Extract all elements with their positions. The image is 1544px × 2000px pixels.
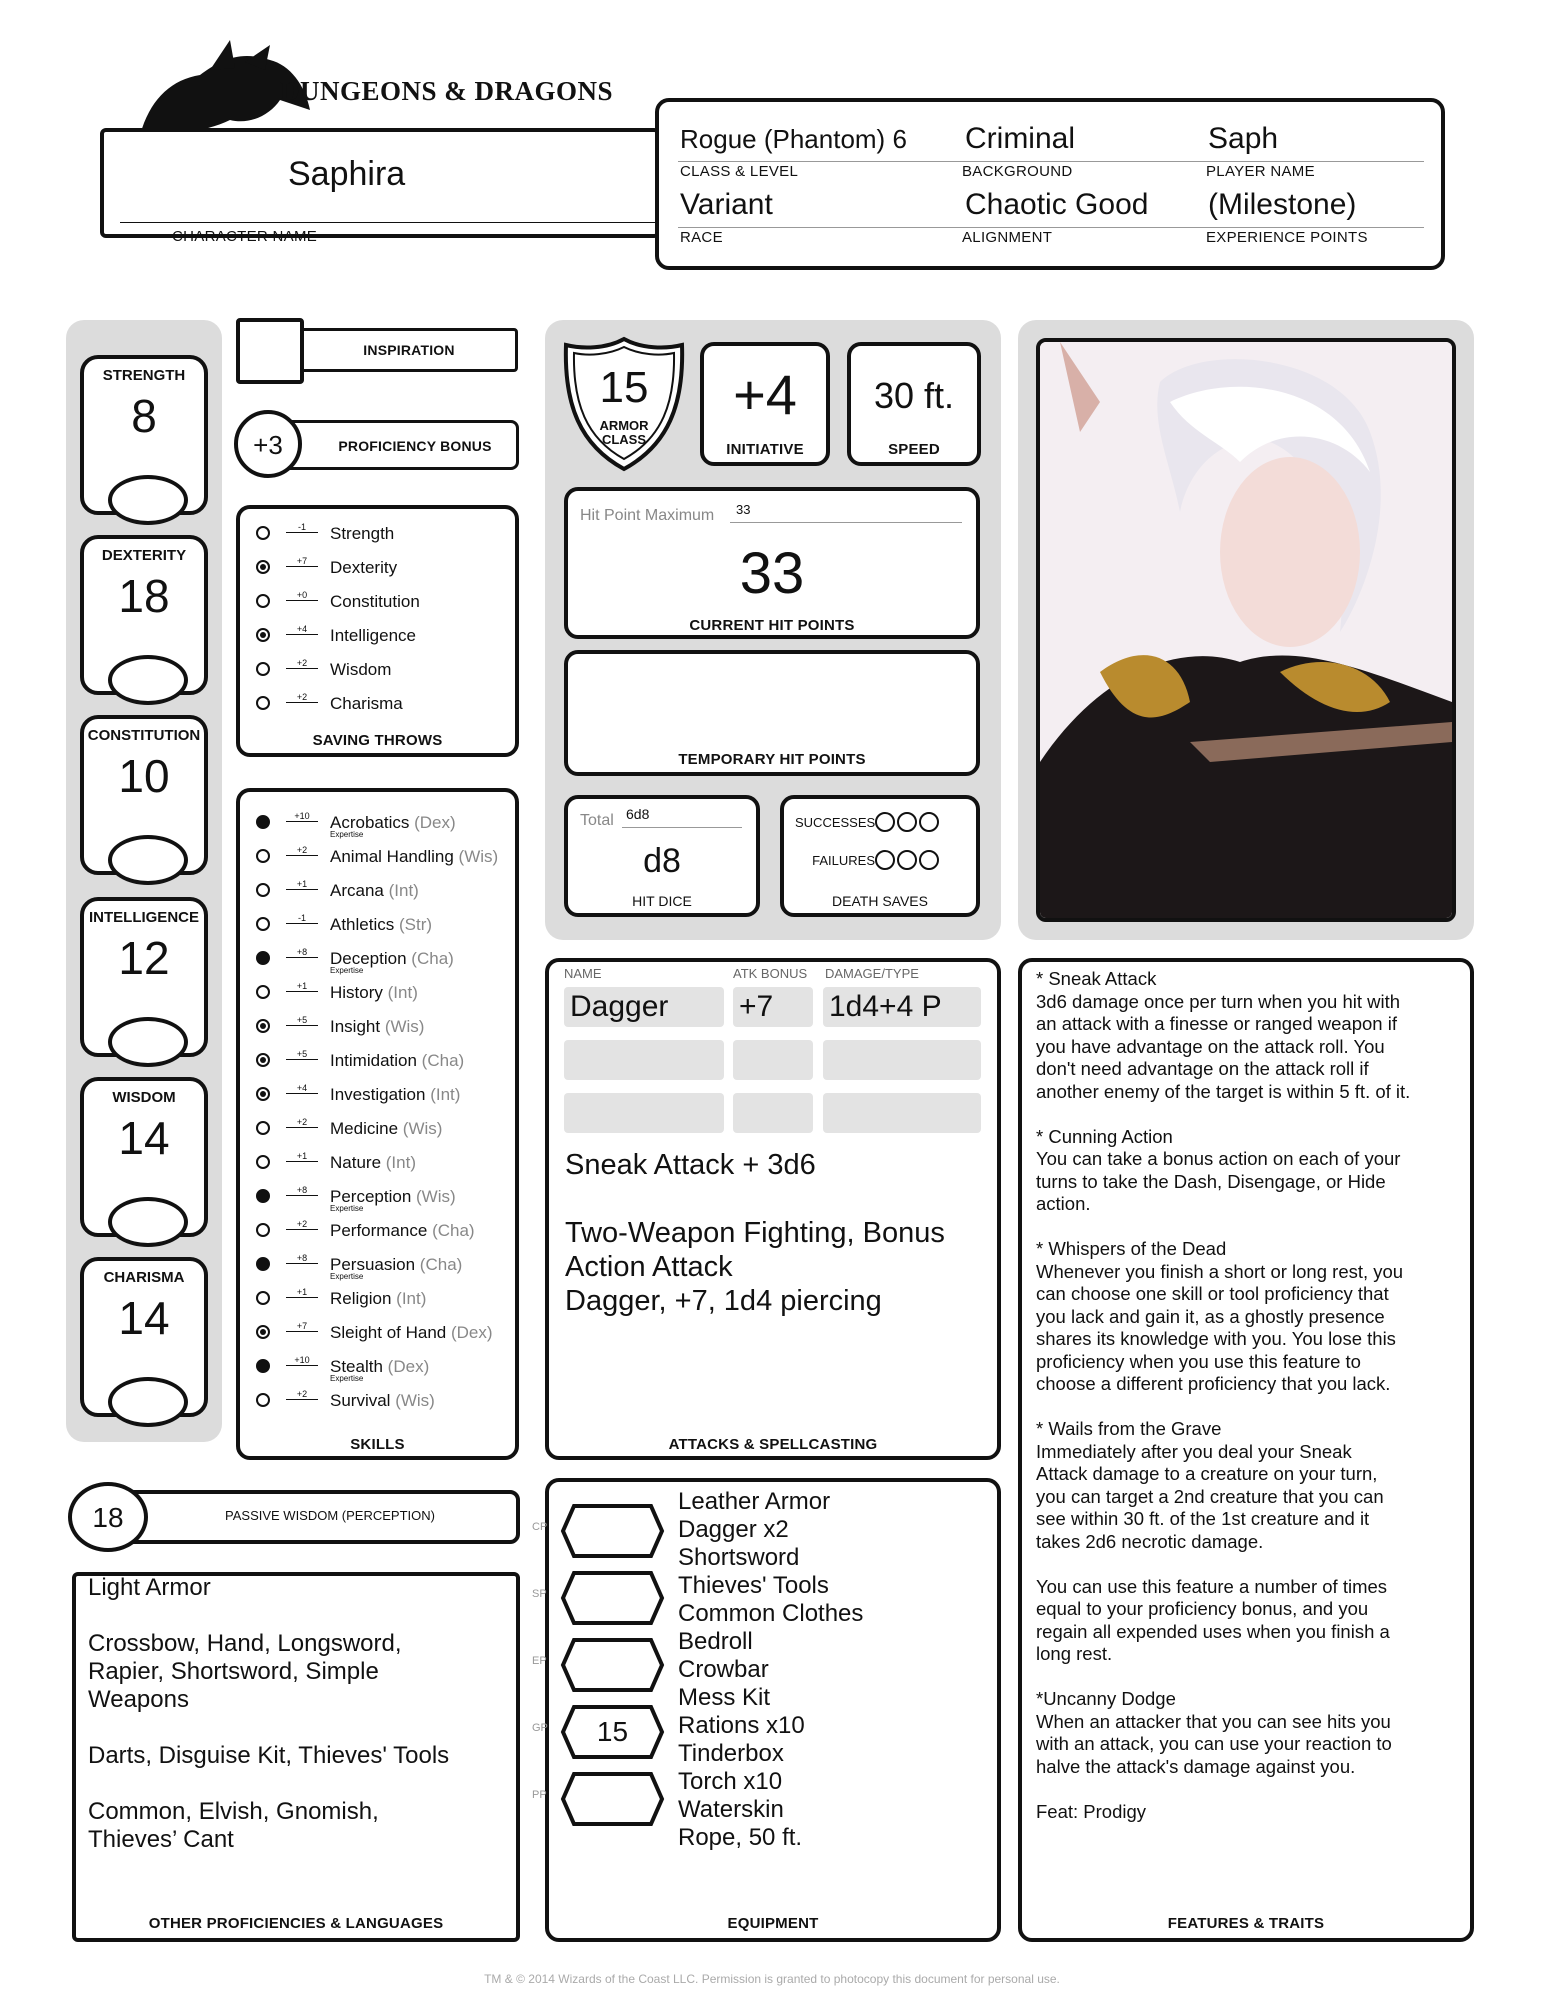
coin-pp[interactable] xyxy=(532,1771,665,1827)
failures-label: FAILURES xyxy=(812,852,875,868)
ability-score[interactable]: 10 xyxy=(118,750,170,802)
coin-value: 15 xyxy=(596,1716,629,1747)
alignment-label: ALIGNMENT xyxy=(962,229,1053,246)
skill-bonus: +8 xyxy=(286,1185,318,1196)
ability-name: CONSTITUTION xyxy=(87,727,201,744)
armor-class-shield xyxy=(562,335,686,473)
proficiency-indicator[interactable] xyxy=(256,985,270,999)
hit-dice-label: HIT DICE xyxy=(632,893,692,909)
hit-dice-total-label: Total xyxy=(580,812,614,829)
skill-row[interactable] xyxy=(256,1287,506,1317)
coin-cp[interactable] xyxy=(532,1503,665,1559)
skill-name: Insight (Wis) xyxy=(330,1017,425,1036)
proficiency-indicator[interactable] xyxy=(256,628,270,642)
proficiency-indicator[interactable] xyxy=(256,594,270,608)
proficiency-line xyxy=(88,1770,488,1798)
speed-label: SPEED xyxy=(888,441,940,458)
skills-label: SKILLS xyxy=(350,1436,405,1453)
coin-label: PP xyxy=(532,1789,547,1801)
skill-row[interactable] xyxy=(256,1015,506,1045)
skill-bonus: +5 xyxy=(286,1015,318,1026)
skill-attribute: (Wis) xyxy=(395,1391,435,1410)
inspiration-checkbox[interactable] xyxy=(236,318,304,384)
proficiency-line: Darts, Disguise Kit, Thieves' Tools xyxy=(88,1742,450,1769)
equipment-item: Leather Armor xyxy=(678,1488,831,1515)
class-level-field[interactable]: Rogue (Phantom) 6 xyxy=(680,124,907,154)
proficiency-indicator[interactable] xyxy=(256,1155,270,1169)
proficiency-indicator[interactable] xyxy=(256,815,270,829)
logo-text: DUNGEONS & DRAGONS xyxy=(280,76,614,106)
hit-dice-value[interactable]: d8 xyxy=(643,842,681,880)
skill-name: Perception (Wis) xyxy=(330,1187,456,1206)
skill-bonus: +2 xyxy=(286,1117,318,1128)
coin-sp[interactable] xyxy=(532,1570,665,1626)
ability-modifier-oval[interactable] xyxy=(108,655,188,705)
ability-modifier-oval[interactable] xyxy=(108,1377,188,1427)
saving-throws-label: SAVING THROWS xyxy=(312,732,443,749)
proficiency-indicator[interactable] xyxy=(256,1019,270,1033)
skill-row[interactable] xyxy=(256,1049,506,1079)
saving-throw-bonus: +4 xyxy=(286,624,318,635)
background-label: BACKGROUND xyxy=(962,163,1073,180)
proficiency-indicator[interactable] xyxy=(256,951,270,965)
ability-strength xyxy=(80,355,208,515)
feature-line: * Whispers of the Dead xyxy=(1036,1238,1227,1259)
features-text[interactable] xyxy=(1036,968,1456,1823)
successes-label: SUCCESSES xyxy=(795,814,876,830)
equipment-item: Torch x10 xyxy=(678,1768,783,1795)
skill-attribute: (Cha) xyxy=(419,1255,463,1274)
attack-name-cell[interactable] xyxy=(564,1093,724,1133)
attack-damage-cell[interactable] xyxy=(823,1093,981,1133)
feature-line: you can target a 2nd creature that you can xyxy=(1036,1485,1384,1507)
skill-attribute: (Dex) xyxy=(450,1323,493,1342)
skill-attribute: (Int) xyxy=(388,881,419,900)
skill-attribute: (Cha) xyxy=(421,1051,465,1070)
attack-note-line xyxy=(565,1182,985,1216)
hit-dice-total-value[interactable]: 6d8 xyxy=(626,806,650,822)
feature-line: * Cunning Action xyxy=(1036,1125,1173,1147)
proficiency-indicator[interactable] xyxy=(256,1223,270,1237)
skill-row[interactable] xyxy=(256,1321,506,1351)
equipment-item: Rope, 50 ft. xyxy=(678,1824,803,1851)
equipment-item: Mess Kit xyxy=(678,1684,771,1711)
ability-modifier-oval[interactable] xyxy=(108,1017,188,1067)
skill-attribute: (Wis) xyxy=(458,847,499,866)
feature-line: shares its knowledge with you. You lose this xyxy=(1036,1328,1396,1349)
skill-name: Athletics (Str) xyxy=(330,915,433,934)
skill-row[interactable] xyxy=(256,879,506,909)
proficiency-line: Light Armor xyxy=(88,1574,211,1601)
ability-name: STRENGTH xyxy=(102,367,186,384)
expertise-tag: Expertise xyxy=(330,830,364,839)
skill-name: Arcana (Int) xyxy=(330,881,419,900)
saving-throw-bonus: +7 xyxy=(286,556,318,567)
skill-row[interactable] xyxy=(256,845,506,875)
skill-attribute: (Int) xyxy=(387,983,418,1002)
saving-throw-row[interactable] xyxy=(256,522,496,552)
skill-bonus: +10 xyxy=(286,1355,318,1366)
saving-throw-row[interactable] xyxy=(256,556,496,586)
skill-name: Acrobatics (Dex) xyxy=(330,813,456,832)
skill-name: Religion (Int) xyxy=(330,1289,427,1308)
coin-label: EP xyxy=(532,1655,547,1667)
skill-name: Medicine (Wis) xyxy=(330,1119,443,1138)
expertise-tag: Expertise xyxy=(330,1272,364,1281)
speed-value[interactable]: 30 ft. xyxy=(873,375,955,416)
skill-bonus: +1 xyxy=(286,879,318,890)
proficiency-line: Rapier, Shortsword, Simple xyxy=(88,1658,379,1685)
death-save-failures[interactable] xyxy=(795,850,941,870)
character-name-label: CHARACTER NAME xyxy=(172,228,318,245)
attacks-col-damage: DAMAGE/TYPE xyxy=(825,966,919,981)
race-field[interactable]: Variant xyxy=(680,188,773,221)
proficiency-label: PROFICIENCY BONUS xyxy=(338,438,492,454)
skill-attribute: (Wis) xyxy=(402,1119,443,1138)
skill-name: Performance (Cha) xyxy=(330,1221,475,1240)
feature-line: regain all expended uses when you finish a xyxy=(1036,1620,1390,1642)
feature-line: Whenever you finish a short or long rest, you xyxy=(1036,1260,1404,1282)
feature-line: you have advantage on the attack roll. You xyxy=(1036,1035,1385,1057)
saving-throw-name: Dexterity xyxy=(330,558,398,577)
ability-name: WISDOM xyxy=(112,1089,176,1106)
attacks-col-bonus: ATK BONUS xyxy=(733,966,808,981)
feature-line: don't need advantage on the attack roll if xyxy=(1036,1058,1369,1079)
feature-line: Attack damage to a creature on your turn, xyxy=(1036,1463,1378,1484)
ability-modifier-oval[interactable] xyxy=(108,475,188,525)
equipment-item: Tinderbox xyxy=(678,1740,784,1767)
proficiency-indicator[interactable] xyxy=(256,917,270,931)
player-name-field[interactable]: Saph xyxy=(1208,122,1279,155)
saving-throw-row[interactable] xyxy=(256,590,496,620)
skill-name: Intimidation (Cha) xyxy=(330,1051,465,1070)
character-portrait xyxy=(1036,338,1456,922)
feature-line: halve the attack's damage against you. xyxy=(1036,1755,1356,1777)
skill-bonus: -1 xyxy=(286,913,318,924)
passive-wisdom-value: 18 xyxy=(92,1502,124,1533)
proficiency-indicator[interactable] xyxy=(256,883,270,897)
ability-score[interactable]: 18 xyxy=(118,570,170,622)
attack-damage-cell[interactable]: 1d4+4 P xyxy=(823,987,981,1027)
skill-bonus: +7 xyxy=(286,1321,318,1332)
coin-label: CP xyxy=(532,1521,548,1533)
saving-throw-name: Charisma xyxy=(330,694,403,713)
feature-line: can choose one skill or tool proficiency that xyxy=(1036,1283,1389,1304)
ability-modifier-oval[interactable] xyxy=(108,835,188,885)
feature-line xyxy=(1036,1396,1456,1419)
logo xyxy=(120,40,650,140)
feature-line: 3d6 damage once per turn when you hit with xyxy=(1036,990,1401,1012)
feature-line: * Sneak Attack xyxy=(1036,968,1157,989)
attack-note-line: Two-Weapon Fighting, Bonus xyxy=(565,1217,945,1249)
skill-name: Animal Handling (Wis) xyxy=(330,847,499,866)
proficiency-indicator[interactable] xyxy=(256,1325,270,1339)
saving-throw-row[interactable] xyxy=(256,624,496,654)
ability-dexterity xyxy=(80,535,208,695)
proficiency-line: Weapons xyxy=(88,1686,189,1713)
feature-line: see within 30 ft. of the 1st creature and it xyxy=(1036,1508,1370,1529)
proficiency-indicator[interactable] xyxy=(256,560,270,574)
coin-hexagon-icon xyxy=(560,1503,665,1559)
feature-line xyxy=(1036,1216,1456,1239)
attack-name-cell[interactable]: Dagger xyxy=(564,987,724,1027)
skill-name: Survival (Wis) xyxy=(330,1391,435,1410)
skill-name: Nature (Int) xyxy=(330,1153,416,1172)
saving-throw-row[interactable] xyxy=(256,658,496,688)
skill-row[interactable] xyxy=(256,1083,506,1113)
skill-name: History (Int) xyxy=(330,983,418,1002)
death-save-successes[interactable] xyxy=(795,812,941,832)
skill-row[interactable] xyxy=(256,1253,506,1283)
coin-hexagon-icon xyxy=(560,1771,665,1827)
attacks-label: ATTACKS & SPELLCASTING xyxy=(668,1436,878,1453)
feature-line: an attack with a finesse or ranged weapon if xyxy=(1036,1013,1397,1034)
feature-line: Feat: Prodigy xyxy=(1036,1800,1147,1822)
proficiency-indicator[interactable] xyxy=(256,526,270,540)
expertise-tag: Expertise xyxy=(330,966,364,975)
class-level-label: CLASS & LEVEL xyxy=(680,163,799,180)
saving-throw-name: Intelligence xyxy=(330,626,417,645)
feature-line: You can use this feature a number of times xyxy=(1036,1575,1388,1597)
skill-bonus: +5 xyxy=(286,1049,318,1060)
proficiency-indicator[interactable] xyxy=(256,696,270,710)
footer-copyright: TM & © 2014 Wizards of the Coast LLC. Permission is granted to photocopy this document for personal use. xyxy=(484,1972,1060,1986)
proficiency-indicator[interactable] xyxy=(256,1087,270,1101)
proficiency-bonus-value: +3 xyxy=(253,430,283,460)
skill-bonus: +2 xyxy=(286,1219,318,1230)
feature-line xyxy=(1036,1103,1456,1126)
equipment-item: Waterskin xyxy=(678,1796,784,1823)
skill-row[interactable] xyxy=(256,1117,506,1147)
proficiency-line: Crossbow, Hand, Longsword, xyxy=(88,1630,402,1657)
attack-name-cell[interactable] xyxy=(564,1040,724,1080)
attack-damage-cell[interactable] xyxy=(823,1040,981,1080)
feature-line xyxy=(1036,1666,1456,1689)
character-name-field[interactable]: Saphira xyxy=(288,155,406,193)
saving-throw-name: Strength xyxy=(330,524,395,543)
armor-class-label: ARMOR CLASS xyxy=(599,418,649,447)
proficiency-indicator[interactable] xyxy=(256,849,270,863)
feature-line xyxy=(1036,1553,1456,1576)
ability-name: DEXTERITY xyxy=(101,547,187,564)
equipment-item: Thieves' Tools xyxy=(678,1572,829,1599)
attack-note-line: Action Attack xyxy=(565,1251,733,1283)
skill-row[interactable] xyxy=(256,811,506,841)
proficiency-indicator[interactable] xyxy=(256,662,270,676)
feature-line: with an attack, you can use your reaction to xyxy=(1036,1733,1392,1754)
skill-row[interactable] xyxy=(256,1185,506,1215)
coin-gp[interactable] xyxy=(532,1704,665,1760)
coin-label: GP xyxy=(532,1722,548,1734)
proficiency-indicator[interactable] xyxy=(256,1257,270,1271)
ability-score[interactable]: 14 xyxy=(118,1112,170,1164)
proficiencies-label: OTHER PROFICIENCIES & LANGUAGES xyxy=(148,1915,444,1932)
skill-bonus: +1 xyxy=(286,1287,318,1298)
expertise-tag: Expertise xyxy=(330,1374,364,1383)
feature-line: another enemy of the target is within 5 ft. of it. xyxy=(1036,1080,1411,1102)
attacks-col-name: NAME xyxy=(564,966,602,981)
hp-current-label: CURRENT HIT POINTS xyxy=(689,617,855,634)
expertise-tag: Expertise xyxy=(330,1204,364,1213)
skill-row[interactable] xyxy=(256,913,506,943)
background-field[interactable]: Criminal xyxy=(965,122,1076,155)
feature-line: long rest. xyxy=(1036,1643,1113,1664)
ability-score[interactable]: 14 xyxy=(118,1292,170,1344)
coin-label: SP xyxy=(532,1588,547,1600)
ability-charisma xyxy=(80,1257,208,1417)
saving-throw-bonus: +2 xyxy=(286,658,318,669)
equipment-item: Rations x10 xyxy=(678,1712,805,1739)
saving-throw-bonus: +2 xyxy=(286,692,318,703)
skill-attribute: (Int) xyxy=(385,1153,416,1172)
experience-field[interactable]: (Milestone) xyxy=(1208,188,1357,221)
skill-attribute: (Wis) xyxy=(416,1187,456,1206)
skill-row[interactable] xyxy=(256,981,506,1011)
feature-line: Immediately after you deal your Sneak xyxy=(1036,1440,1352,1462)
skill-name: Sleight of Hand (Dex) xyxy=(330,1323,493,1342)
attack-bonus-cell[interactable] xyxy=(733,1040,813,1080)
initiative-label: INITIATIVE xyxy=(726,441,804,458)
portrait-image xyxy=(1040,342,1452,918)
skill-attribute: (Int) xyxy=(396,1289,427,1308)
ability-score[interactable]: 8 xyxy=(131,390,157,442)
skill-bonus: +1 xyxy=(286,1151,318,1162)
proficiency-bonus-circle[interactable] xyxy=(234,410,302,478)
skill-attribute: (Dex) xyxy=(414,813,456,832)
skill-attribute: (Cha) xyxy=(432,1221,475,1240)
saving-throw-bonus: -1 xyxy=(286,522,318,533)
feature-line: When an attacker that you can see hits you xyxy=(1036,1710,1391,1732)
skill-bonus: +2 xyxy=(286,1389,318,1400)
skill-name: Persuasion (Cha) xyxy=(330,1255,463,1274)
proficiency-line xyxy=(88,1714,488,1742)
initiative-value[interactable]: +4 xyxy=(733,363,797,426)
inspiration-label: INSPIRATION xyxy=(363,342,455,358)
proficiency-indicator[interactable] xyxy=(256,1121,270,1135)
skill-attribute: (Dex) xyxy=(387,1357,430,1376)
skill-bonus: +8 xyxy=(286,1253,318,1264)
skill-attribute: (Wis) xyxy=(384,1017,425,1036)
saving-throw-bonus: +0 xyxy=(286,590,318,601)
skill-attribute: (Cha) xyxy=(411,949,454,968)
saving-throw-row[interactable] xyxy=(256,692,496,722)
skill-name: Investigation (Int) xyxy=(330,1085,461,1104)
skill-attribute: (Int) xyxy=(430,1085,461,1104)
player-name-label: PLAYER NAME xyxy=(1206,163,1315,180)
ability-name: CHARISMA xyxy=(103,1269,185,1286)
proficiency-indicator[interactable] xyxy=(256,1291,270,1305)
proficiency-indicator[interactable] xyxy=(256,1053,270,1067)
skill-bonus: +4 xyxy=(286,1083,318,1094)
saving-throw-name: Wisdom xyxy=(330,660,392,679)
ability-score[interactable]: 12 xyxy=(118,932,170,984)
skill-row[interactable] xyxy=(256,1219,506,1249)
coin-hexagon-icon xyxy=(560,1570,665,1626)
attack-notes[interactable] xyxy=(565,1148,985,1318)
feature-line: action. xyxy=(1036,1193,1091,1214)
proficiencies-text[interactable] xyxy=(88,1574,488,1854)
skill-name: Deception (Cha) xyxy=(330,949,454,968)
feature-line: choose a different proficiency that you lack. xyxy=(1036,1373,1391,1394)
hp-current-value[interactable]: 33 xyxy=(739,541,805,606)
attack-bonus-cell[interactable]: +7 xyxy=(733,987,813,1027)
skill-name: Stealth (Dex) xyxy=(330,1357,430,1376)
feature-line: proficiency when you use this feature to xyxy=(1036,1350,1361,1372)
proficiency-line: Common, Elvish, Gnomish, xyxy=(88,1798,379,1825)
proficiency-indicator[interactable] xyxy=(256,1393,270,1407)
skill-row[interactable] xyxy=(256,1389,506,1419)
saving-throw-name: Constitution xyxy=(330,592,420,611)
equipment-item: Dagger x2 xyxy=(678,1516,789,1543)
proficiency-indicator[interactable] xyxy=(256,1359,270,1373)
proficiency-line xyxy=(88,1602,488,1630)
ability-wisdom xyxy=(80,1077,208,1237)
skill-bonus: +1 xyxy=(286,981,318,992)
equipment-item: Bedroll xyxy=(678,1628,753,1655)
feature-line: you lack and gain it, as a ghostly presence xyxy=(1036,1305,1385,1327)
race-label: RACE xyxy=(680,229,723,246)
ability-modifier-oval[interactable] xyxy=(108,1197,188,1247)
coin-ep[interactable] xyxy=(532,1637,665,1693)
ability-constitution xyxy=(80,715,208,875)
equipment-item: Crowbar xyxy=(678,1656,769,1683)
skill-bonus: +10 xyxy=(286,811,318,822)
attack-note-line: Dagger, +7, 1d4 piercing xyxy=(565,1285,882,1317)
equipment-item: Common Clothes xyxy=(678,1600,864,1627)
attack-note-line: Sneak Attack + 3d6 xyxy=(565,1149,816,1181)
feature-line: turns to take the Dash, Disengage, or Hide xyxy=(1036,1170,1386,1192)
equipment-list[interactable] xyxy=(678,1488,863,1852)
alignment-field[interactable]: Chaotic Good xyxy=(965,188,1149,221)
feature-line: equal to your proficiency bonus, and you xyxy=(1036,1598,1369,1619)
ability-intelligence xyxy=(80,897,208,1057)
coin-hexagon-icon xyxy=(560,1637,665,1693)
proficiency-line: Thieves’ Cant xyxy=(88,1826,234,1853)
equipment-label: EQUIPMENT xyxy=(727,1915,819,1932)
skill-attribute: (Str) xyxy=(398,915,433,934)
hp-max-label: Hit Point Maximum xyxy=(580,507,715,524)
ability-name: INTELLIGENCE xyxy=(88,909,199,926)
experience-label: EXPERIENCE POINTS xyxy=(1206,229,1368,246)
passive-wisdom-label: PASSIVE WISDOM (PERCEPTION) xyxy=(225,1508,435,1523)
attack-bonus-cell[interactable] xyxy=(733,1093,813,1133)
feature-line: You can take a bonus action on each of your xyxy=(1036,1148,1401,1169)
skill-bonus: +8 xyxy=(286,947,318,958)
features-label: FEATURES & TRAITS xyxy=(1167,1915,1325,1932)
equipment-item: Shortsword xyxy=(678,1544,800,1571)
feature-line: * Wails from the Grave xyxy=(1036,1418,1222,1439)
proficiency-indicator[interactable] xyxy=(256,1189,270,1203)
feature-line: takes 2d6 necrotic damage. xyxy=(1036,1530,1264,1552)
hp-max-value[interactable]: 33 xyxy=(736,502,751,517)
skill-row[interactable] xyxy=(256,947,506,977)
skill-row[interactable] xyxy=(256,1355,506,1385)
death-saves-label: DEATH SAVES xyxy=(832,893,928,909)
passive-wisdom-circle[interactable] xyxy=(68,1482,148,1552)
skill-row[interactable] xyxy=(256,1151,506,1181)
temp-hp-label: TEMPORARY HIT POINTS xyxy=(678,751,866,768)
feature-line xyxy=(1036,1778,1456,1801)
feature-line: *Uncanny Dodge xyxy=(1036,1688,1176,1709)
skill-bonus: +2 xyxy=(286,845,318,856)
armor-class-value[interactable]: 15 xyxy=(599,363,649,412)
